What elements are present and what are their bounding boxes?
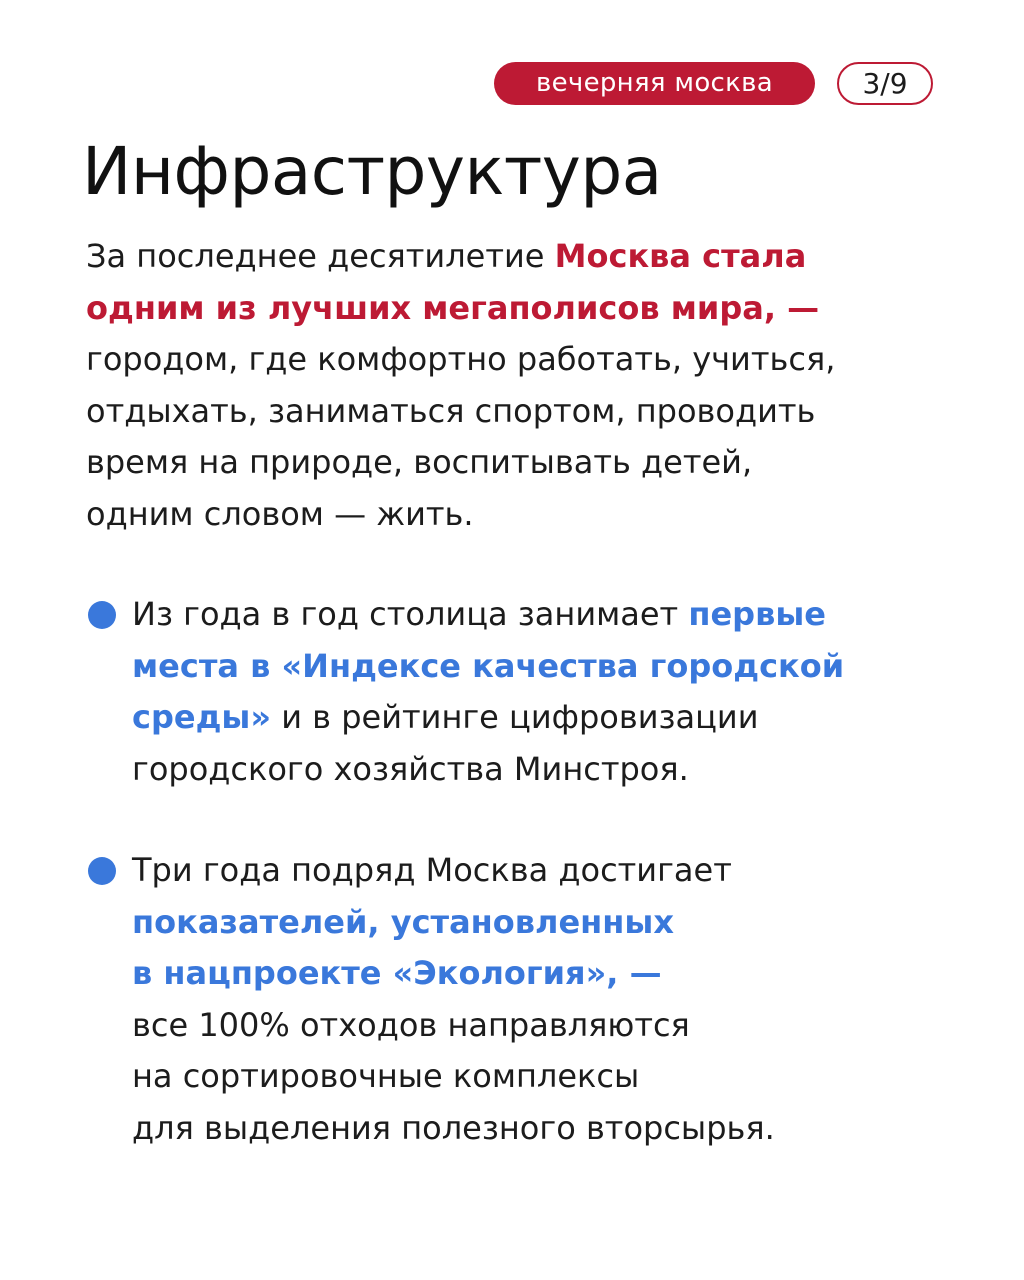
bullet-highlight: первые	[688, 595, 826, 633]
bullet-2-line-1: Три года подряд Москва достигает	[132, 851, 732, 889]
bullet-highlight: места в «Индексе качества городской	[132, 646, 845, 685]
bullet-text: Из года в год столица занимает	[132, 595, 689, 633]
bullet-highlight: среды»	[132, 698, 272, 737]
intro-line-6: одним словом — жить.	[86, 494, 474, 533]
bullet-item-1	[132, 589, 992, 795]
bullet-dot-icon	[88, 857, 116, 885]
bullet-text: и в рейтинге цифровизации	[271, 698, 759, 737]
page-counter: 3/9	[837, 62, 933, 105]
bullet-item-2	[132, 845, 992, 1155]
intro-line-1	[86, 231, 986, 283]
bullet-highlight: в нацпроекте «Экология», —	[132, 954, 662, 993]
bullet-2-line-6: для выделения полезного вторсырья.	[132, 1108, 775, 1147]
bullet-1-line-4: городского хозяйства Минстроя.	[132, 749, 689, 788]
intro-line-3: городом, где комфортно работать, учиться,	[86, 340, 836, 379]
intro-paragraph	[86, 231, 986, 541]
bullet-1-line-3	[132, 692, 992, 744]
brand-badge: вечерняя москва	[494, 62, 815, 105]
intro-line-5: время на природе, воспитывать детей,	[86, 443, 753, 482]
bullet-highlight: показателей, установленных	[132, 902, 674, 941]
bullet-1-line-1	[132, 589, 992, 641]
page-title: Инфраструктура	[82, 133, 662, 210]
intro-line-4: отдыхать, заниматься спортом, проводить	[86, 391, 816, 430]
intro-highlight: одним из лучших мегаполисов мира, —	[86, 288, 820, 327]
bullet-dot-icon	[88, 601, 116, 629]
intro-text: За последнее десятилетие	[86, 237, 555, 275]
bullet-2-line-5: на сортировочные комплексы	[132, 1057, 640, 1096]
intro-highlight: Москва стала	[554, 237, 807, 275]
bullet-2-line-4: все 100% отходов направляются	[132, 1005, 690, 1044]
